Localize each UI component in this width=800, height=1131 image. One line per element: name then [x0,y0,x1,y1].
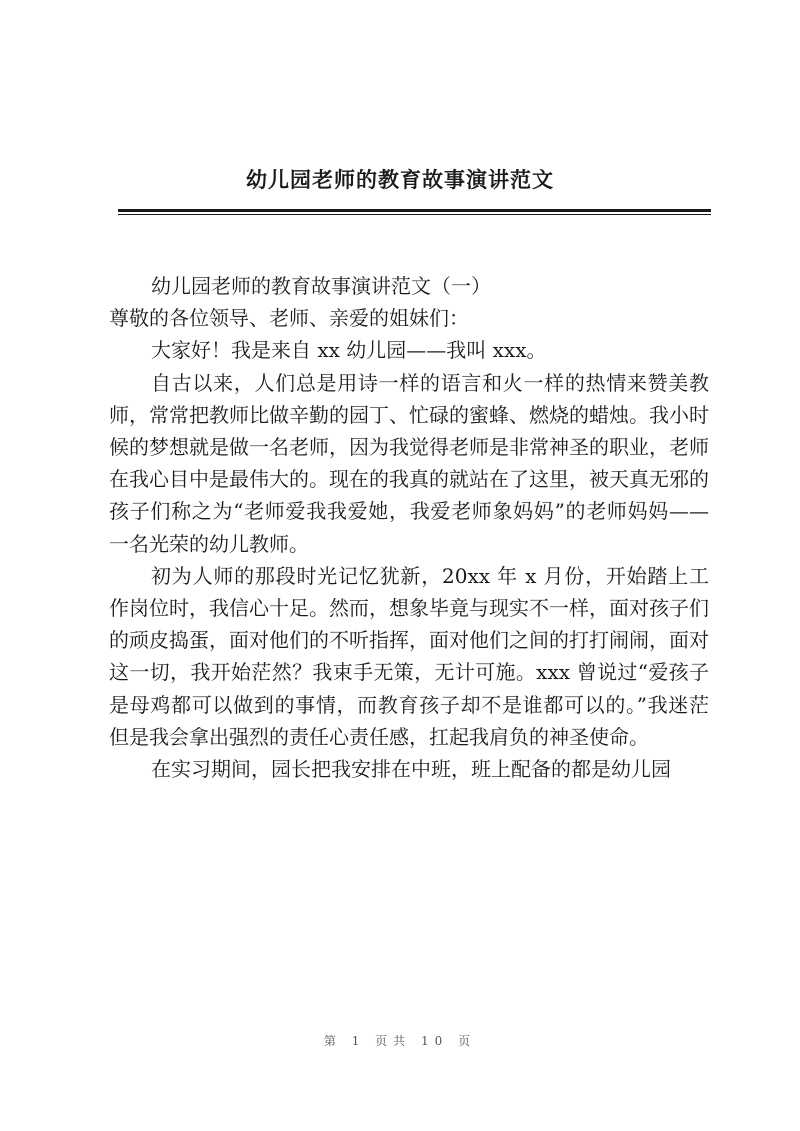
document-body [109,270,709,785]
title-divider-thin [118,214,711,215]
paragraph-1: 幼儿园老师的教育故事演讲范文（一） [151,274,491,298]
page-footer: 第 1 页共 10 页 [323,1034,477,1048]
paragraph-6: 在实习期间，园长把我安排在中班，班上配备的都是幼儿园 [151,757,671,782]
page-title: 幼儿园老师的教育故事演讲范文 [246,167,554,192]
title-divider-thick [118,209,711,212]
paragraph-5: 初为人师的那段时光记忆犹新，20xx 年 x 月份，开始踏上工作岗位时，我信心十足。然而，想象毕竟与现实不一样，面对孩子们的顽皮捣蛋，面对他们的不听指挥，面对他们之间的打打闹闹，面对这一切，我开始茫然？我束手无策，无计可施。xxx 曾说过“爱孩子是母鸡都可以做到的事情，而教育孩子却不是谁都可以的。”我迷茫但是我会拿出强烈的责任心责任感，扛起我肩负的神圣使命。 [109,563,709,749]
paragraph-2: 尊敬的各位领导、老师、亲爱的姐妹们： [109,306,469,331]
paragraph-4: 自古以来，人们总是用诗一样的语言和火一样的热情来赞美教师，常常把教师比做辛勤的园丁、忙碌的蜜蜂、燃烧的蜡烛。我小时候的梦想就是做一名老师，因为我觉得老师是非常神圣的职业，老师在我心目中是最伟大的。现在的我真的就站在了这里，被天真无邪的孩子们称之为“老师爱我我爱她，我爱老师象妈妈”的老师妈妈——一名光荣的幼儿教师。 [109,370,709,556]
paragraph-3: 大家好！我是来自 xx 幼儿园——我叫 xxx。 [151,338,547,363]
